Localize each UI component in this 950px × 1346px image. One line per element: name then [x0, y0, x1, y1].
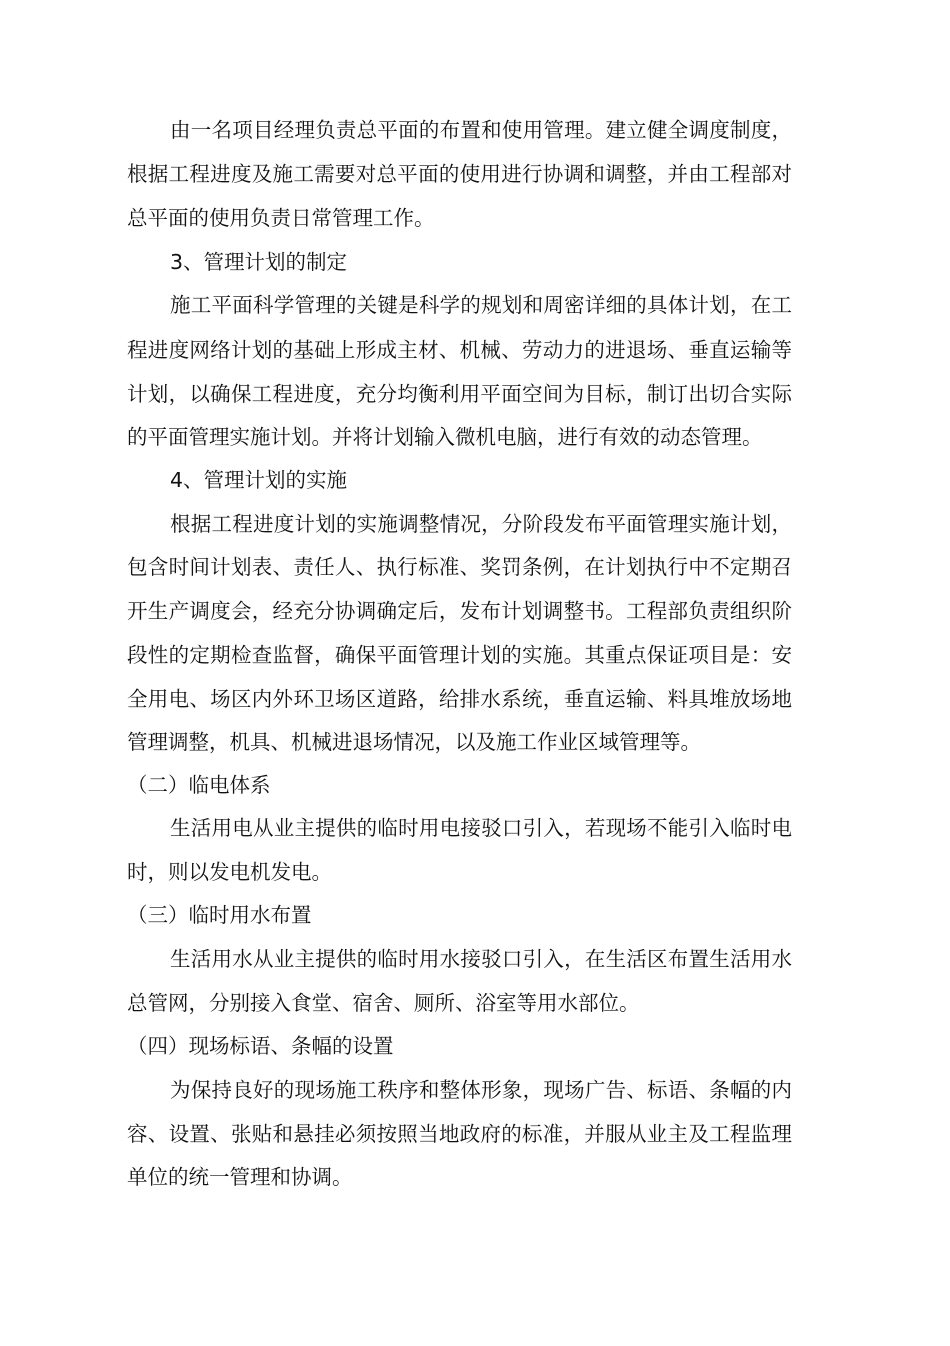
- section-title: （三）临时用水布置: [127, 903, 312, 927]
- section-title: （二）临电体系: [127, 773, 271, 797]
- paragraph-line: 时，则以发电机发电。: [127, 860, 332, 884]
- paragraph-line: 开生产调度会，经充分协调确定后，发布计划调整书。工程部负责组织阶: [127, 599, 792, 623]
- paragraph-line: 包含时间计划表、责任人、执行标准、奖罚条例，在计划执行中不定期召: [127, 555, 792, 579]
- paragraph-line: 由一名项目经理负责总平面的布置和使用管理。建立健全调度制度，: [170, 118, 792, 142]
- paragraph-line: 为保持良好的现场施工秩序和整体形象，现场广告、标语、条幅的内: [170, 1078, 792, 1102]
- paragraph-line: 单位的统一管理和协调。: [127, 1165, 353, 1189]
- paragraph-line: 生活用电从业主提供的临时用电接驳口引入，若现场不能引入临时电: [170, 816, 792, 840]
- paragraph-line: 段性的定期检查监督，确保平面管理计划的实施。其重点保证项目是：安: [127, 643, 792, 667]
- paragraph-line: 施工平面科学管理的关键是科学的规划和周密详细的具体计划，在工: [170, 293, 792, 317]
- paragraph-line: 程进度网络计划的基础上形成主材、机械、劳动力的进退场、垂直运输等: [127, 338, 792, 362]
- paragraph-line: 总平面的使用负责日常管理工作。: [127, 206, 435, 230]
- paragraph-line: 总管网，分别接入食堂、宿舍、厕所、浴室等用水部位。: [127, 991, 640, 1015]
- paragraph-line: 根据工程进度及施工需要对总平面的使用进行协调和调整，并由工程部对: [127, 162, 792, 186]
- section-title: （四）现场标语、条幅的设置: [127, 1034, 394, 1058]
- paragraph-line: 的平面管理实施计划。并将计划输入微机电脑，进行有效的动态管理。: [127, 425, 763, 449]
- paragraph-line: 计划，以确保工程进度，充分均衡利用平面空间为目标，制订出切合实际: [127, 382, 792, 406]
- paragraph-line: 全用电、场区内外环卫场区道路，给排水系统，垂直运输、料具堆放场地: [127, 687, 792, 711]
- paragraph-line: 生活用水从业主提供的临时用水接驳口引入，在生活区布置生活用水: [170, 947, 792, 971]
- paragraph-line: 管理调整，机具、机械进退场情况，以及施工作业区域管理等。: [127, 730, 701, 754]
- section-heading: 3、管理计划的制定: [170, 250, 348, 274]
- paragraph-line: 容、设置、张贴和悬挂必须按照当地政府的标准，并服从业主及工程监理: [127, 1122, 792, 1146]
- paragraph-line: 根据工程进度计划的实施调整情况，分阶段发布平面管理实施计划，: [170, 512, 792, 536]
- section-heading: 4、管理计划的实施: [170, 468, 348, 492]
